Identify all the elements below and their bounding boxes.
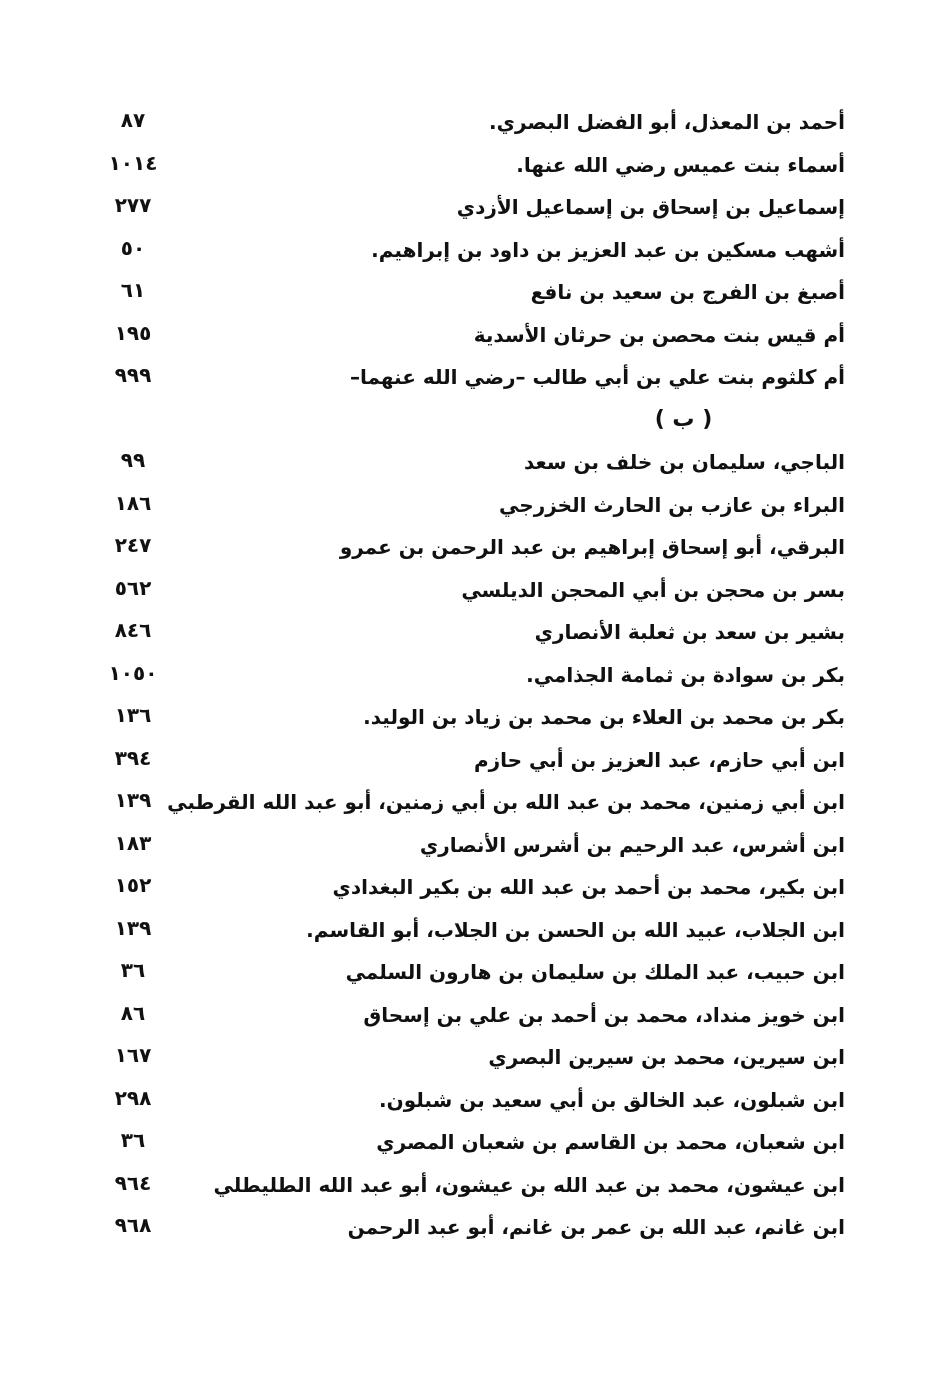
entry-name: ابن غانم، عبد الله بن عمر بن غانم، أبو عبد الرحمن: [347, 1215, 845, 1239]
index-entry: [0, 742, 947, 785]
entry-page-number: ٦١: [120, 278, 146, 302]
entry-name: الباجي، سليمان بن خلف بن سعد: [523, 450, 845, 474]
index-entry: [0, 827, 947, 870]
entry-name: أم كلثوم بنت علي بن أبي طالب –رضي الله عنهما–: [349, 365, 845, 389]
entry-page-number: ١٦٧: [114, 1043, 152, 1067]
entry-name: إسماعيل بن إسحاق بن إسماعيل الأزدي: [456, 195, 845, 219]
entry-name: ابن بكير، محمد بن أحمد بن عبد الله بن بكير البغدادي: [332, 875, 845, 899]
entry-name: بسر بن محجن بن أبي المحجن الديلسي: [461, 577, 845, 602]
index-entry: [0, 784, 947, 827]
entry-name: ابن أشرس، عبد الرحيم بن أشرس الأنصاري: [419, 832, 845, 857]
entry-page-number: ١٩٥: [114, 320, 152, 345]
entry-page-number: ١٣٩: [114, 788, 152, 812]
index-entry: [0, 104, 947, 147]
index-entry: [0, 912, 947, 955]
entry-name: بكر بن سوادة بن ثمامة الجذامي.: [526, 662, 845, 687]
entry-page-number: ٩٩: [120, 448, 146, 472]
entry-page-number: ٩٦٤: [114, 1170, 152, 1195]
entry-name: ابن عيشون، محمد بن عبد الله بن عيشون، أبو عبد الله الطليطلي: [213, 1172, 845, 1197]
entry-page-number: ١٠٥٠: [108, 660, 158, 685]
index-entry: [0, 444, 947, 487]
index-entry: [0, 572, 947, 615]
entry-page-number: ٩٦٨: [114, 1213, 152, 1237]
entry-name: ابن أبي زمنين، محمد بن عبد الله بن أبي زمنين، أبو عبد الله القرطبي: [167, 790, 845, 814]
index-entry: [0, 232, 947, 275]
section-letter: ( ب ): [654, 406, 713, 432]
entry-page-number: ٢٩٨: [114, 1085, 152, 1110]
index-entry: [0, 274, 947, 317]
index-entry: [0, 614, 947, 657]
entry-page-number: ٥٦٢: [114, 575, 152, 600]
entry-page-number: ٩٩٩: [114, 363, 152, 387]
index-entry: [0, 529, 947, 572]
entry-page-number: ٥٠: [120, 235, 146, 260]
index-entry: [0, 1124, 947, 1167]
entry-name: أصبغ بن الفرج بن سعيد بن نافع: [530, 280, 845, 304]
entry-page-number: ١٣٩: [114, 915, 152, 940]
index-entry: [0, 189, 947, 232]
entry-name: أشهب مسكين بن عبد العزيز بن داود بن إبراهيم.: [371, 237, 845, 262]
entry-name: أسماء بنت عميس رضي الله عنها.: [516, 152, 845, 177]
entry-page-number: ٣٩٤: [114, 745, 152, 770]
entry-page-number: ٣٦: [120, 958, 146, 982]
entry-page-number: ٨٦: [120, 1000, 146, 1025]
entry-page-number: ٣٦: [120, 1128, 146, 1152]
entry-name: ابن شبلون، عبد الخالق بن أبي سعيد بن شبلون.: [379, 1087, 845, 1112]
index-entry: [0, 869, 947, 912]
entry-name: البراء بن عازب بن الحارث الخزرجي: [499, 492, 845, 517]
entry-name: ابن سيرين، محمد بن سيرين البصري: [488, 1045, 845, 1069]
entry-page-number: ١٠١٤: [108, 150, 158, 175]
section-heading: [0, 406, 947, 434]
entry-name: البرقي، أبو إسحاق إبراهيم بن عبد الرحمن بن عمرو: [339, 535, 845, 559]
entry-name: ابن خويز منداد، محمد بن أحمد بن علي بن إسحاق: [363, 1002, 845, 1027]
section-heading-row: [0, 402, 947, 445]
index-entry: [0, 699, 947, 742]
index-entry: [0, 147, 947, 190]
index-entry: [0, 1167, 947, 1210]
entry-name: ابن حبيب، عبد الملك بن سليمان بن هارون السلمي: [345, 960, 845, 984]
index-entry: [0, 997, 947, 1040]
entry-page-number: ٢٤٧: [114, 533, 152, 557]
entry-name: أحمد بن المعذل، أبو الفضل البصري.: [489, 110, 845, 134]
index-entry: [0, 487, 947, 530]
index-entry: [0, 1209, 947, 1252]
entry-page-number: ١٣٦: [114, 703, 152, 727]
entry-page-number: ١٨٦: [114, 490, 152, 515]
index-entry: [0, 954, 947, 997]
index-entry: [0, 359, 947, 402]
entry-name: بكر بن محمد بن العلاء بن محمد بن زياد بن الوليد.: [363, 705, 845, 729]
index-entry: [0, 1082, 947, 1125]
entry-page-number: ١٥٢: [114, 873, 152, 897]
index-entry: [0, 317, 947, 360]
entry-name: ابن أبي حازم، عبد العزيز بن أبي حازم: [473, 747, 845, 772]
entry-name: بشير بن سعد بن ثعلبة الأنصاري: [534, 620, 845, 644]
entry-name: ابن الجلاب، عبيد الله بن الحسن بن الجلاب، أبو القاسم.: [306, 917, 845, 942]
entry-name: ابن شعبان، محمد بن القاسم بن شعبان المصري: [376, 1130, 845, 1154]
entry-page-number: ٨٤٦: [114, 618, 152, 642]
name-index-list: [0, 104, 947, 1252]
entry-page-number: ٢٧٧: [114, 193, 152, 217]
index-entry: [0, 1039, 947, 1082]
entry-name: أم قيس بنت محصن بن حرثان الأسدية: [473, 322, 845, 347]
index-entry: [0, 657, 947, 700]
entry-page-number: ١٨٣: [114, 830, 152, 855]
entry-page-number: ٨٧: [120, 108, 146, 132]
